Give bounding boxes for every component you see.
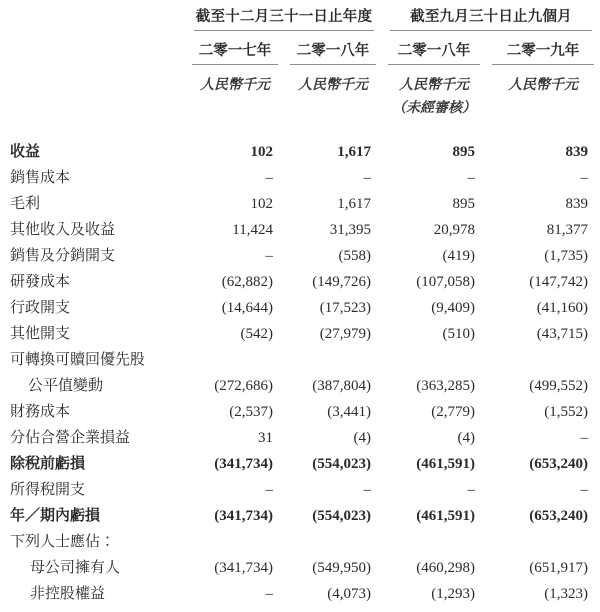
header-corner-blank bbox=[0, 0, 186, 35]
row-value-col-2: (387,804) bbox=[312, 378, 371, 394]
row-label: 其他收入及收益 bbox=[10, 222, 116, 238]
row-value-col-1: (14,644) bbox=[221, 300, 273, 316]
header-unit-col-2: 人民幣千元 bbox=[298, 78, 368, 93]
header-unit-note-col-1 bbox=[186, 96, 284, 117]
row-label: 所得稅開支 bbox=[10, 482, 86, 498]
row-value-col-3 bbox=[382, 347, 486, 373]
spacer-cell bbox=[186, 117, 284, 139]
row-value-col-1 bbox=[186, 529, 284, 555]
row-label: 研發成本 bbox=[10, 274, 71, 290]
header-year-label: 二零一九年 bbox=[506, 43, 580, 59]
header-row-unit-notes bbox=[0, 96, 600, 117]
header-unit-col-4: 人民幣千元 bbox=[508, 78, 578, 93]
row-value-col-2: (4) bbox=[353, 430, 371, 446]
row-value-col-1: (2,537) bbox=[229, 404, 273, 420]
row-value-col-2: (149,726) bbox=[312, 274, 371, 290]
row-label: 財務成本 bbox=[10, 404, 71, 420]
header-row-units bbox=[0, 68, 600, 96]
table-row bbox=[0, 555, 600, 581]
row-value-col-1: (341,734) bbox=[214, 560, 273, 576]
row-value-col-2: (558) bbox=[338, 248, 371, 264]
spacer-cell bbox=[486, 117, 600, 139]
header-group-rule bbox=[194, 30, 374, 31]
row-label: 毛利 bbox=[10, 196, 41, 212]
table-row bbox=[0, 451, 600, 477]
table-row bbox=[0, 165, 600, 191]
row-value-col-4: – bbox=[580, 170, 589, 186]
row-value-col-4: (651,917) bbox=[529, 560, 589, 576]
row-label: 母公司擁有人 bbox=[30, 560, 121, 576]
header-year-label: 二零一七年 bbox=[198, 43, 272, 59]
table-row bbox=[0, 295, 600, 321]
header-year-label: 二零一八年 bbox=[397, 43, 471, 59]
row-value-col-2: (27,979) bbox=[319, 326, 371, 342]
table-row bbox=[0, 425, 600, 451]
row-label: 收益 bbox=[10, 144, 41, 160]
header-unit-note-col-4 bbox=[486, 96, 600, 117]
row-value-col-4: (43,715) bbox=[536, 326, 589, 342]
row-value-col-2: 1,617 bbox=[337, 196, 371, 212]
spacer-cell bbox=[284, 117, 382, 139]
row-value-col-3: (1,293) bbox=[431, 586, 475, 602]
row-value-col-4: – bbox=[580, 482, 589, 498]
header-row-years bbox=[0, 35, 600, 68]
header-row-period-groups bbox=[0, 0, 600, 35]
row-value-col-1: (272,686) bbox=[214, 378, 273, 394]
row-value-col-2 bbox=[284, 347, 382, 373]
row-value-col-4 bbox=[486, 529, 600, 555]
header-year-rule bbox=[492, 64, 594, 65]
row-value-col-3: 895 bbox=[452, 196, 475, 212]
row-value-col-3: (9,409) bbox=[431, 300, 475, 316]
table-body bbox=[0, 139, 600, 607]
header-unit-note-col-2 bbox=[284, 96, 382, 117]
row-label: 非控股權益 bbox=[30, 586, 106, 602]
row-value-col-3: (510) bbox=[442, 326, 475, 342]
header-group-year-ended-label: 截至十二月三十一日止年度 bbox=[195, 9, 373, 25]
row-value-col-3: (419) bbox=[442, 248, 475, 264]
header-year-rule bbox=[388, 64, 480, 65]
row-label: 分佔合營企業損益 bbox=[10, 430, 131, 446]
row-value-col-3: (461,591) bbox=[416, 456, 475, 472]
table-row bbox=[0, 347, 600, 373]
row-value-col-4: (1,552) bbox=[544, 404, 589, 420]
table-row bbox=[0, 581, 600, 607]
header-corner-blank bbox=[0, 96, 186, 117]
row-value-col-3: 895 bbox=[452, 144, 475, 160]
header-year-label: 二零一八年 bbox=[296, 43, 370, 59]
row-value-col-2: (554,023) bbox=[312, 508, 371, 524]
row-value-col-2: – bbox=[363, 170, 371, 186]
row-value-col-3: – bbox=[467, 170, 475, 186]
table-header bbox=[0, 0, 600, 139]
row-value-col-1: 102 bbox=[250, 144, 273, 160]
table-row bbox=[0, 217, 600, 243]
row-value-col-4 bbox=[486, 347, 600, 373]
row-value-col-3 bbox=[382, 529, 486, 555]
row-value-col-4: (653,240) bbox=[529, 508, 589, 524]
spacer-cell bbox=[382, 117, 486, 139]
table-row bbox=[0, 243, 600, 269]
row-value-col-2: (554,023) bbox=[312, 456, 371, 472]
row-label: 行政開支 bbox=[10, 300, 71, 316]
table-row bbox=[0, 503, 600, 529]
header-group-rule bbox=[390, 30, 592, 31]
row-value-col-2: (4,073) bbox=[327, 586, 371, 602]
row-value-col-1: – bbox=[265, 170, 273, 186]
table-row bbox=[0, 269, 600, 295]
row-label: 其他開支 bbox=[10, 326, 71, 342]
row-value-col-4: 839 bbox=[565, 144, 589, 160]
row-value-col-1: – bbox=[265, 586, 273, 602]
table-row bbox=[0, 321, 600, 347]
row-value-col-4: (147,742) bbox=[529, 274, 589, 290]
header-unit-note-unaudited: （未經審核） bbox=[392, 101, 476, 116]
header-year-col-1 bbox=[186, 35, 284, 68]
header-year-rule bbox=[290, 64, 376, 65]
row-value-col-1: (341,734) bbox=[214, 508, 273, 524]
row-label: 下列人士應佔： bbox=[10, 534, 116, 550]
row-value-col-1: – bbox=[265, 482, 273, 498]
row-value-col-3: (107,058) bbox=[416, 274, 475, 290]
row-label: 可轉換可贖回優先股 bbox=[10, 352, 146, 368]
row-label: 年／期內虧損 bbox=[10, 508, 101, 524]
row-value-col-4: (499,552) bbox=[529, 378, 589, 394]
header-year-col-4 bbox=[486, 35, 600, 68]
row-label: 除稅前虧損 bbox=[10, 456, 86, 472]
row-value-col-4: 81,377 bbox=[546, 222, 589, 238]
table-row bbox=[0, 373, 600, 399]
header-group-year-ended bbox=[186, 0, 382, 35]
row-value-col-2: (17,523) bbox=[319, 300, 371, 316]
row-value-col-3: (460,298) bbox=[416, 560, 475, 576]
row-value-col-2: (3,441) bbox=[327, 404, 371, 420]
row-value-col-4: (1,735) bbox=[544, 248, 589, 264]
header-group-nine-months-ended-label: 截至九月三十日止九個月 bbox=[410, 9, 572, 25]
row-value-col-2: (549,950) bbox=[312, 560, 371, 576]
table-row bbox=[0, 191, 600, 217]
table-row bbox=[0, 529, 600, 555]
row-value-col-3: (363,285) bbox=[416, 378, 475, 394]
row-value-col-1: 11,424 bbox=[232, 222, 273, 238]
header-unit-col-3: 人民幣千元 bbox=[399, 78, 469, 93]
row-value-col-3: (461,591) bbox=[416, 508, 475, 524]
row-value-col-4: (653,240) bbox=[529, 456, 589, 472]
header-corner-blank bbox=[0, 35, 186, 68]
header-corner-blank bbox=[0, 68, 186, 96]
row-value-col-1: – bbox=[265, 248, 273, 264]
row-value-col-2: 1,617 bbox=[337, 144, 371, 160]
row-value-col-2: 31,395 bbox=[329, 222, 371, 238]
row-value-col-1: 31 bbox=[258, 430, 273, 446]
row-value-col-4: (1,323) bbox=[544, 586, 589, 602]
row-value-col-3: – bbox=[467, 482, 475, 498]
row-value-col-1: (341,734) bbox=[214, 456, 273, 472]
header-group-nine-months-ended bbox=[382, 0, 600, 35]
header-unit-col-1: 人民幣千元 bbox=[200, 78, 270, 93]
row-label: 公平值變動 bbox=[28, 378, 104, 394]
table-row bbox=[0, 139, 600, 165]
row-value-col-1: (542) bbox=[240, 326, 273, 342]
row-value-col-1 bbox=[186, 347, 284, 373]
row-value-col-4: – bbox=[580, 430, 589, 446]
row-value-col-4: (41,160) bbox=[536, 300, 589, 316]
header-year-col-2 bbox=[284, 35, 382, 68]
row-value-col-3: (4) bbox=[457, 430, 475, 446]
header-year-col-3 bbox=[382, 35, 486, 68]
header-body-spacer bbox=[0, 117, 600, 139]
row-value-col-3: 20,978 bbox=[433, 222, 475, 238]
spacer-cell bbox=[0, 117, 186, 139]
header-year-rule bbox=[192, 64, 278, 65]
row-value-col-1: 102 bbox=[250, 196, 273, 212]
row-value-col-2: – bbox=[363, 482, 371, 498]
row-value-col-4: 839 bbox=[565, 196, 589, 212]
row-value-col-3: (2,779) bbox=[431, 404, 475, 420]
row-label: 銷售成本 bbox=[10, 170, 71, 186]
table-row bbox=[0, 477, 600, 503]
row-label: 銷售及分銷開支 bbox=[10, 248, 116, 264]
row-value-col-2 bbox=[284, 529, 382, 555]
table-row bbox=[0, 399, 600, 425]
row-value-col-1: (62,882) bbox=[221, 274, 273, 290]
